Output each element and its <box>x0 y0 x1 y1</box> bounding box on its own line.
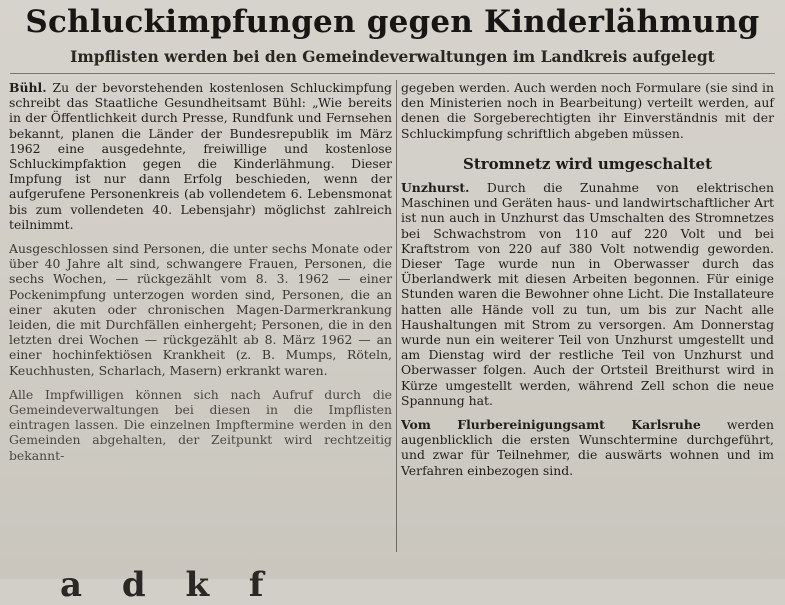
paragraph-intro-text: Zu der bevorstehenden kostenlosen Schluckimpfung schreibt das Staatliche Gesundheitsamt Bühl: „Wie bereits in der Öffentlichkeit durch Presse, Rundfunk und Fernsehen bekannt, planen die Länder der Bundesrepublik im März 1962 eine ausgedehnte, freiwillige und kostenlose Schluckimpfaktion gegen die Kinderlähmung. Dieser Impfung ist nur dann Erfolg beschieden, wenn der aufgerufene Personenkreis (ab vollendetem 6. Lebensmonat bis zum vollendeten 40. Lebensjahr) möglichst zahlreich teilnimmt. <box>9 80 392 232</box>
paragraph-flurbereinigung <box>401 417 774 478</box>
article-headline: Schluckimpfungen gegen Kinderlähmung <box>25 4 760 40</box>
paragraph-flurbereinigung-text: werden augenblicklich die ersten Wunschtermine durchgeführt, und zwar für Teilnehmer, die auswärts wohnen und im Verfahren einbezogen sind. <box>401 417 774 478</box>
paragraph-stromnetz-text: Durch die Zunahme von elektrischen Maschinen und Geräten haus- und landwirtschaftlicher Art ist nun auch in Unzhurst das Umschalten des Stromnetzes bei Schwachstrom von 110 auf 220 Volt und bei Kraftstrom von 220 auf 380 Volt notwendig geworden. Dieser Tage wurde nun in Oberwasser durch das Überlandwerk mit diesen Arbeiten begonnen. Für einige Stunden waren die Bewohner ohne Licht. Die Installateure hatten alle Hände voll zu tun, um bis zur Nacht alle Haushaltungen mit Strom zu versorgen. Am Donnerstag wurde nun ein weiterer Teil von Unzhurst umgestellt und am Dienstag wird der restliche Teil von Unzhurst und Oberwasser folgen. Auch der Ortsteil Breithurst wird in Kürze umgestellt werden, während Zell schon die neue Spannung hat. <box>401 180 774 408</box>
header-rule <box>10 73 775 74</box>
column-divider <box>396 80 397 552</box>
right-column <box>401 80 774 487</box>
paragraph-intro <box>9 80 392 232</box>
cut-off-headline-text: a d k f <box>60 565 278 605</box>
paragraph-exclusions: Ausgeschlossen sind Personen, die unter sechs Monate oder über 40 Jahre alt sind, schwangere Frauen, Personen, die sechs Wochen, — rückgezählt vom 8. 3. 1962 — einer Pockenimpfung unterzogen worden sind, Personen, die an einer akuten oder chronischen Magen-Darmerkrankung leiden, die mit Durchfällen einhergeht; Personen, die in den letzten drei Wochen — rückgezählt ab 8. März 1962 — an einer hochinfektiösen Krankheit (z. B. Mumps, Röteln, Keuchhusten, Scharlach, Masern) erkrankt waren. <box>9 241 392 378</box>
dateline-flurbereinigungsamt: Vom Flurbereinigungsamt Karlsruhe <box>401 417 701 433</box>
paragraph-registration: Alle Impfwilligen können sich nach Aufruf durch die Gemeindeverwaltungen bei diesen in die Impflisten eintragen lassen. Die einzelnen Impftermine werden in den Gemeinden abgehalten, der Zeitpunkt wird rechtzeitig bekannt- <box>9 386 392 463</box>
next-headline-fragment <box>0 556 785 605</box>
dateline-unzhurst: Unzhurst. <box>401 180 470 196</box>
paragraph-stromnetz <box>401 180 774 408</box>
section-title-stromnetz: Stromnetz wird umgeschaltet <box>463 154 712 173</box>
article-subhead: Impflisten werden bei den Gemeindeverwaltungen im Landkreis aufgelegt <box>70 47 715 66</box>
dateline-buehl: Bühl. <box>9 80 47 95</box>
paragraph-continuation: gegeben werden. Auch werden noch Formulare (sie sind in den Ministerien noch in Bearbeitung) verteilt werden, auf denen die Sorgeberechtigten ihr Einverständnis mit der Schluckimpfung schriftlich abgeben müssen. <box>401 80 774 141</box>
left-column <box>9 80 392 472</box>
